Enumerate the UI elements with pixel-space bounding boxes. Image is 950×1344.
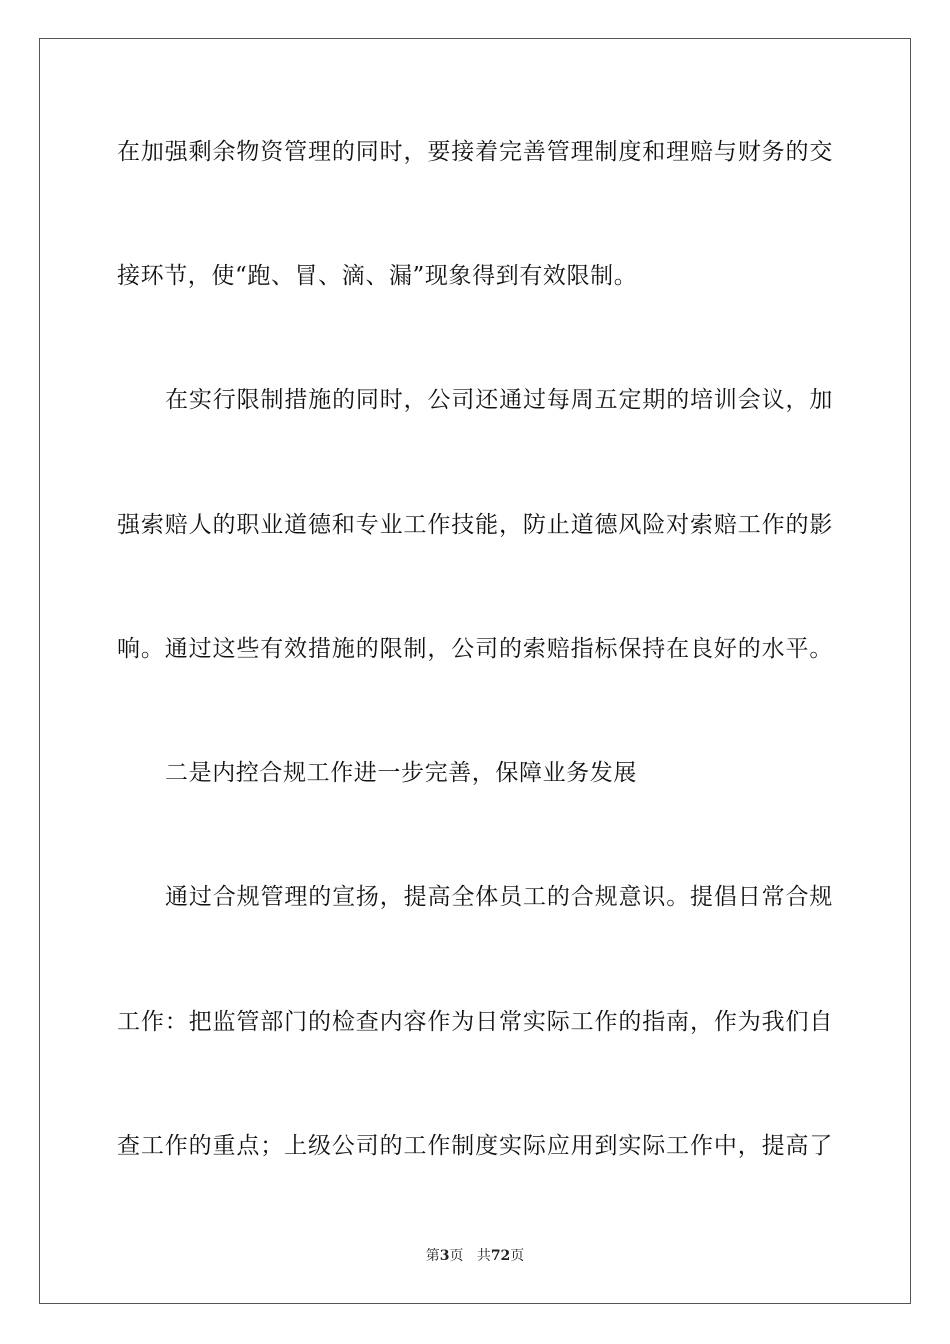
page-border [39, 38, 911, 1304]
footer-page-unit: 页 [449, 1248, 464, 1264]
section-heading: 二是内控合规工作进一步完善，保障业务发展 [165, 760, 637, 786]
text-line: 在实行限制措施的同时，公司还通过每周五定期的培训会议，加 [165, 387, 833, 413]
footer-total-prefix: 共 [476, 1248, 491, 1264]
text-line: 查工作的重点；上级公司的工作制度实际应用到实际工作中，提高了 [117, 1133, 833, 1159]
footer-prefix: 第 [425, 1248, 440, 1264]
text-line: 工作：把监管部门的检查内容作为日常实际工作的指南，作为我们自 [117, 1009, 833, 1035]
footer-total-unit: 页 [510, 1248, 525, 1264]
current-page-number: 3 [439, 1248, 450, 1264]
text-line: 在加强剩余物资管理的同时，要接着完善管理制度和理赔与财务的交 [117, 139, 833, 165]
text-line: 响。通过这些有效措施的限制，公司的索赔指标保持在良好的水平。 [117, 636, 833, 662]
total-pages-number: 72 [490, 1248, 511, 1264]
text-line: 强索赔人的职业道德和专业工作技能，防止道德风险对索赔工作的影 [117, 512, 833, 538]
page-footer [0, 1247, 950, 1265]
text-line: 接环节，使“跑、冒、滴、漏”现象得到有效限制。 [117, 263, 638, 289]
text-line: 通过合规管理的宣扬，提高全体员工的合规意识。提倡日常合规 [165, 884, 833, 910]
